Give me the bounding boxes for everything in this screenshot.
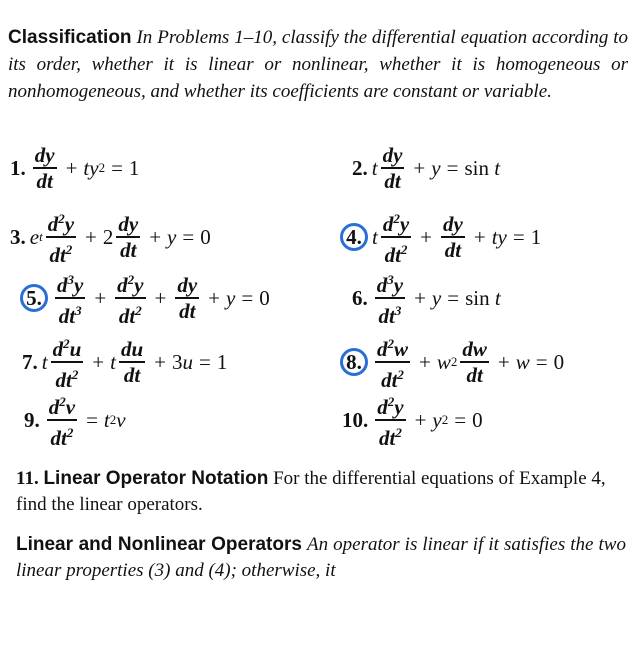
problem-number: 9. [24, 407, 40, 432]
problem-number-circled: 8. [340, 348, 368, 376]
equation-fraction: $\frac{d^2v}{dt^2}$ [47, 390, 77, 450]
problem-2: 2. t $\frac{dy}{dt}$ + y = sin t [352, 143, 501, 193]
problem-number: 10. [342, 407, 369, 432]
equation-fraction: $\frac{dw}{dt}$ [462, 337, 487, 387]
problem-8: 8. $\frac{d^2w}{dt^2}$ + w 2 $\frac{dw}{dt}$ + w = 0 [340, 332, 564, 392]
problem-number: 1. [10, 155, 26, 180]
problem-3: 3. e t $\frac{d^2y}{dt^2}$ + 2 $\frac{dy}{dt}$ + y = 0 [10, 207, 211, 267]
equation-fraction: $\frac{dy}{dt}$ [382, 143, 403, 193]
problem-9: 9. $\frac{d^2v}{dt^2}$ = t 2 v [24, 390, 126, 450]
equation-fraction: $\frac{d^2y}{dt^2}$ [381, 207, 411, 267]
problem-number-circled: 4. [340, 223, 368, 251]
problem-10: 10. $\frac{d^2y}{dt^2}$ + y 2 = 0 [342, 390, 483, 450]
classification-intro [8, 24, 628, 105]
equation-fraction: $\frac{dy}{dt}$ [443, 212, 463, 262]
classification-text: In Problems 1–10, classify the differential equation according to its order, whether it is linear or nonlinear, whether it is homogeneous or nonhomogeneous, and whether its coefficients are constant or variable. [8, 27, 629, 102]
equation-fraction: $\frac{d^2u}{dt^2}$ [51, 332, 84, 392]
problem-number: 2. [352, 155, 368, 180]
equation-fraction: $\frac{d^2y}{dt^2}$ [375, 390, 405, 450]
problem-11-text: For the differential equations of Example 4, find the linear operators. [16, 468, 606, 515]
equation-fraction: $\frac{dy}{dt}$ [177, 273, 198, 323]
problem-number-circled: 5. [20, 284, 48, 312]
classification-heading: Classification [8, 27, 132, 48]
problem-11 [16, 466, 626, 518]
problem-number: 7. [22, 349, 38, 374]
problem-1: 1. $\frac{dy}{dt}$ + ty 2 = 1 [10, 143, 140, 193]
problem-number: 3. [10, 224, 26, 249]
equation-fraction: $\frac{d^2y}{dt^2}$ [115, 268, 145, 328]
equation-fraction: $\frac{dy}{dt}$ [34, 143, 55, 193]
problem-5: 5. $\frac{d^3y}{dt^3}$ + $\frac{d^2y}{dt^2}$ + $\frac{dy}{dt}$ + y = 0 [20, 268, 270, 328]
linear-operators-text: An operator is linear if it satisfies the two linear properties (3) and (4); otherwise, it [16, 534, 626, 581]
linear-operators-heading: Linear and Nonlinear Operators [16, 534, 302, 555]
linear-operators-section [16, 532, 626, 584]
equation-fraction: $\frac{du}{dt}$ [120, 337, 144, 387]
equation-fraction: $\frac{d^3y}{dt^3}$ [55, 268, 85, 328]
problem-number: 11. [16, 468, 39, 489]
problem-number: 6. [352, 285, 368, 310]
problem-11-heading: Linear Operator Notation [43, 468, 269, 489]
problem-6: 6. $\frac{d^3y}{dt^3}$ + y = sin t [352, 268, 501, 328]
equation-fraction: $\frac{d^3y}{dt^3}$ [375, 268, 405, 328]
problem-7: 7. t $\frac{d^2u}{dt^2}$ + t $\frac{du}{dt}$ + 3u = 1 [22, 332, 227, 392]
problem-4: 4. t $\frac{d^2y}{dt^2}$ + $\frac{dy}{dt}$ + ty = 1 [340, 207, 541, 267]
equation-fraction: $\frac{d^2y}{dt^2}$ [46, 207, 76, 267]
equation-fraction: $\frac{dy}{dt}$ [118, 212, 139, 262]
equation-fraction: $\frac{d^2w}{dt^2}$ [375, 332, 410, 392]
